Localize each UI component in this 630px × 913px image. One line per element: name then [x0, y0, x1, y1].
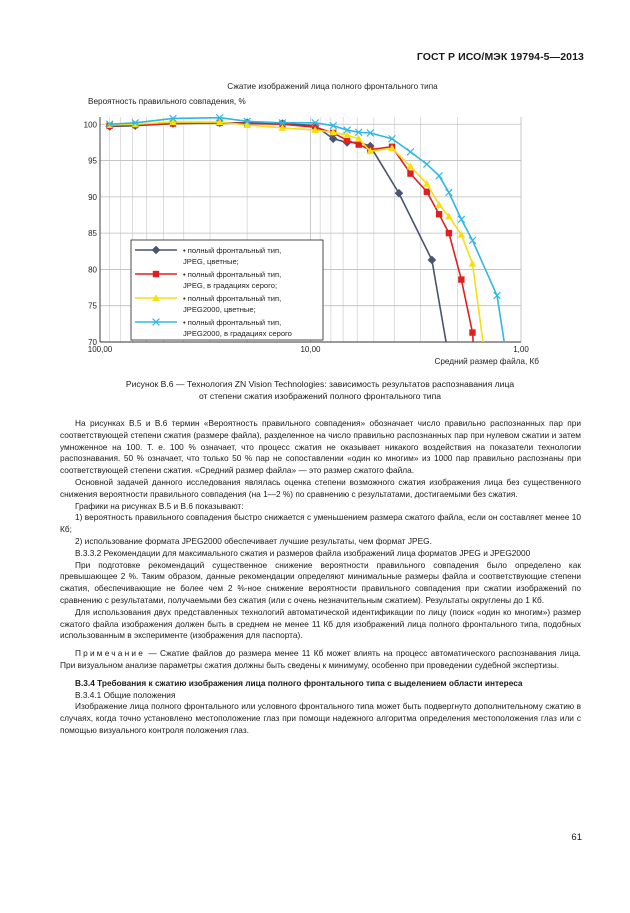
legend-label: JPEG2000, цветные; — [183, 305, 256, 314]
legend-label: • полный фронтальный тип, — [183, 294, 282, 303]
section-recommendations: В.3.3.2 Рекомендации для максимального сжатия и размеров файла изображений лица форматов JPEG и JPEG2000 — [75, 547, 531, 558]
data-point-square — [153, 271, 159, 277]
section-heading-roi: В.3.4 Требования к сжатию изображения лица полного фронтального типа с выделением области интереса — [75, 677, 523, 688]
data-point-square — [424, 189, 430, 195]
page-header-standard: ГОСТ Р ИСО/МЭК 19794-5—2013 — [416, 51, 584, 63]
paragraph-file-size: Для использования двух представленных технологий автоматической идентификации по лицу (поиск «один ко многим») размер сжатого файла изображения должен быть в среднем не менее 11 Кб для изображений лица полного фронтального типа, подобных использованным в эксперименте (изображения для паспорта). — [60, 606, 581, 641]
note-label: Примечание — [75, 648, 146, 659]
list-item-2: 2) использование формата JPEG2000 обеспечивает лучшие результаты, чем формат JPEG. — [75, 535, 432, 546]
chart-title: Сжатие изображений лица полного фронтального типа — [227, 82, 438, 91]
paragraph-definition: На рисунках В.5 и В.6 термин «Вероятность правильного совпадения» обозначает число правильно распознанных пар при соответствующей степени сжатия (размере файла), разделенное на число правильно распознанных пар при нулевом сжатии и затем умноженное на 100. Т. е. 100 % означает, что процесс сжатия не оказывает никакого воздействия на показатели технологии распознавания. 50 % означает, что только 50 % пар не сопоставлении «один ко многим» из 1000 пар правильно распознаны при соответствующей степени сжатия. «Средний размер файла» — это размер сжатого файла. — [60, 418, 581, 476]
series-line-tail — [432, 260, 446, 342]
data-point-square — [446, 230, 452, 236]
data-point-triangle — [435, 201, 443, 208]
legend-label: • полный фронтальный тип, — [183, 270, 282, 279]
y-tick-label: 85 — [88, 229, 97, 239]
y-tick-label: 95 — [88, 156, 97, 166]
paragraph-graphs-show: Графики на рисунках В.5 и В.6 показывают: — [75, 500, 244, 511]
chart-x-label: Средний размер файла, Кб — [434, 357, 539, 366]
y-tick-label: 100 — [83, 120, 97, 130]
legend-label: JPEG2000, в градациях серого — [183, 329, 292, 338]
data-point-triangle — [469, 260, 477, 267]
y-tick-label: 75 — [88, 301, 97, 311]
legend-label: JPEG, в градациях серого; — [183, 281, 278, 290]
data-point-diamond — [428, 256, 435, 263]
page-number: 61 — [571, 832, 582, 843]
subsection-heading-general: В.3.4.1 Общие положения — [75, 689, 176, 700]
figure-caption — [60, 378, 580, 402]
chart-canvas — [78, 78, 548, 374]
paragraph-goal: Основной задачей данного исследования являлась оценка степени возможного сжатия изображения лица без существенного снижения вероятности правильного совпадения (на 1—2 %) по сравнению с результатами, достигаемыми без сжатия. — [60, 476, 581, 499]
data-point-square — [407, 170, 413, 176]
note-text: — Сжатие файлов до размера менее 11 Кб может влиять на процесс автоматического распознавания лица. При визуальном анализе параметры сжатия должны быть сведены к минимуму, особенно при проведении судебной экспертизы. — [60, 648, 581, 670]
y-tick-label: 90 — [88, 192, 97, 202]
data-point-square — [356, 141, 362, 147]
paragraph-eye-location: Изображение лица полного фронтального или условного фронтального типа может быть подвергнуто дополнительному сжатию в случаях, когда точно установлено местоположение глаз при помощи надежного алгоритма определения местоположения глаз или с помощью визуального контроля положения глаз. — [60, 701, 581, 735]
chart-y-label: Вероятность правильного совпадения, % — [88, 97, 246, 106]
x-tick-label: 100,00 — [87, 345, 113, 354]
legend-label: • полный фронтальный тип, — [183, 318, 282, 327]
body-text — [60, 418, 581, 737]
x-tick-label: 1,00 — [513, 345, 529, 354]
y-tick-label: 70 — [88, 338, 97, 347]
data-point-square — [436, 211, 442, 217]
figure-caption-line-2: от степени сжатия изображений полного фронтального типа — [198, 391, 442, 401]
compression-chart — [78, 78, 548, 374]
data-point-square — [458, 276, 464, 282]
data-point-diamond — [395, 190, 402, 197]
series-line — [110, 123, 432, 260]
paragraph-recommendations: При подготовке рекомендаций существенное снижение вероятности правильного совпадения было определено как превышающее 2 %. Таким образом, данные рекомендации определяют минимальные размеры файла и соответствующие степени сжатия, обеспечивающие не более чем 2 %-ное снижение вероятности правильного совпадения при сжатии изображений по сравнению с результатами, получаемыми без сжатия (или с очень незначительным сжатием). Результаты округлены до 1 Кб. — [60, 559, 581, 605]
figure-caption-line-1: Рисунок В.6 — Технология ZN Vision Technologies: зависимость результатов распознавания лица — [125, 379, 515, 389]
series-line-tail — [497, 296, 504, 342]
x-tick-label: 10,00 — [300, 345, 321, 354]
list-item-1: 1) вероятность правильного совпадения быстро снижается с уменьшением размера сжатого файла, если он составляет менее 10 Кб; — [60, 512, 581, 535]
note — [60, 648, 581, 672]
legend-label: JPEG, цветные; — [183, 257, 239, 266]
data-point-square — [469, 329, 475, 335]
legend-label: • полный фронтальный тип, — [183, 246, 282, 255]
y-tick-label: 80 — [88, 265, 97, 275]
